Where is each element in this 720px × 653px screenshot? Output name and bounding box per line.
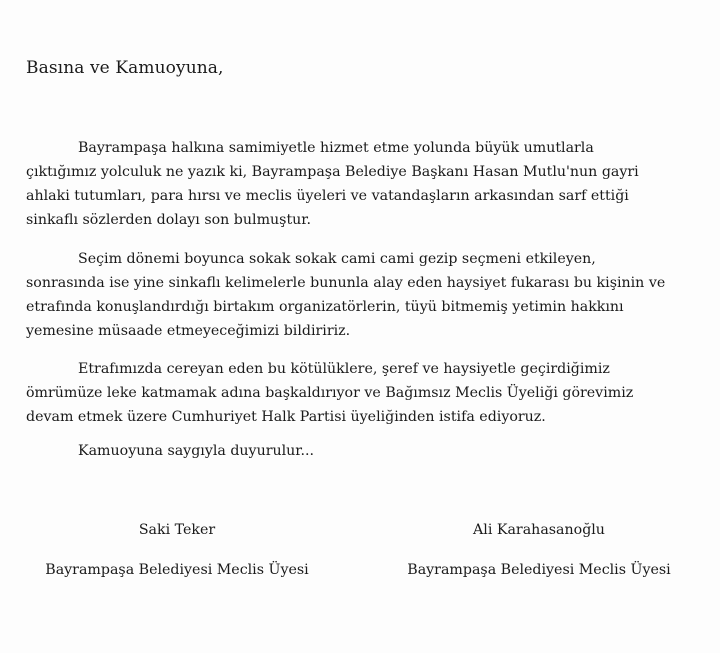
paragraph-line: ahlaki tutumları, para hırsı ve meclis üyeleri ve vatandaşların arkasından sarf ettiği xyxy=(26,188,629,204)
paragraph-2 xyxy=(26,247,706,343)
signatory-role: Bayrampaşa Belediyesi Meclis Üyesi xyxy=(407,562,671,578)
signatory-name: Saki Teker xyxy=(138,522,216,538)
salutation: Basına ve Kamuoyuna, xyxy=(26,58,224,78)
signature-block-right xyxy=(398,522,680,578)
paragraph-1 xyxy=(26,136,706,232)
paragraph-line: sinkaflı sözlerden dolayı son bulmuştur. xyxy=(26,212,312,228)
paragraph-line: yemesine müsaade etmeyeceğimizi bildiririz. xyxy=(26,323,351,339)
paragraph-line: devam etmek üzere Cumhuriyet Halk Partisi üyeliğinden istifa ediyoruz. xyxy=(26,409,546,425)
paragraph-3 xyxy=(26,357,706,429)
paragraph-line: Bayrampaşa halkına samimiyetle hizmet etme yolunda büyük umutlarla xyxy=(78,140,594,156)
paragraph-line: etrafında konuşlandırdığı birtakım organizatörlerin, tüyü bitmemiş yetimin hakkını xyxy=(26,299,624,315)
paragraph-line: Seçim dönemi boyunca sokak sokak cami cami gezip seçmeni etkileyen, xyxy=(78,251,596,267)
paragraph-line: ömrümüze leke katmamak adına başkaldırıyor ve Bağımsız Meclis Üyeliği görevimiz xyxy=(26,385,634,401)
signatory-role: Bayrampaşa Belediyesi Meclis Üyesi xyxy=(45,562,309,578)
paragraph-line: sonrasında ise yine sinkaflı kelimelerle bununla alay eden haysiyet fukarası bu kişinin ve xyxy=(26,275,666,291)
signature-block-left xyxy=(38,522,316,578)
signatory-name: Ali Karahasanoğlu xyxy=(473,522,605,538)
paragraph-line: Etrafımızda cereyan eden bu kötülüklere, şeref ve haysiyetle geçirdiğimiz xyxy=(78,361,610,377)
closing-line: Kamuoyuna saygıyla duyurulur... xyxy=(78,443,315,459)
paragraph-line: çıktığımız yolculuk ne yazık ki, Bayrampaşa Belediye Başkanı Hasan Mutlu'nun gayri xyxy=(26,164,639,180)
